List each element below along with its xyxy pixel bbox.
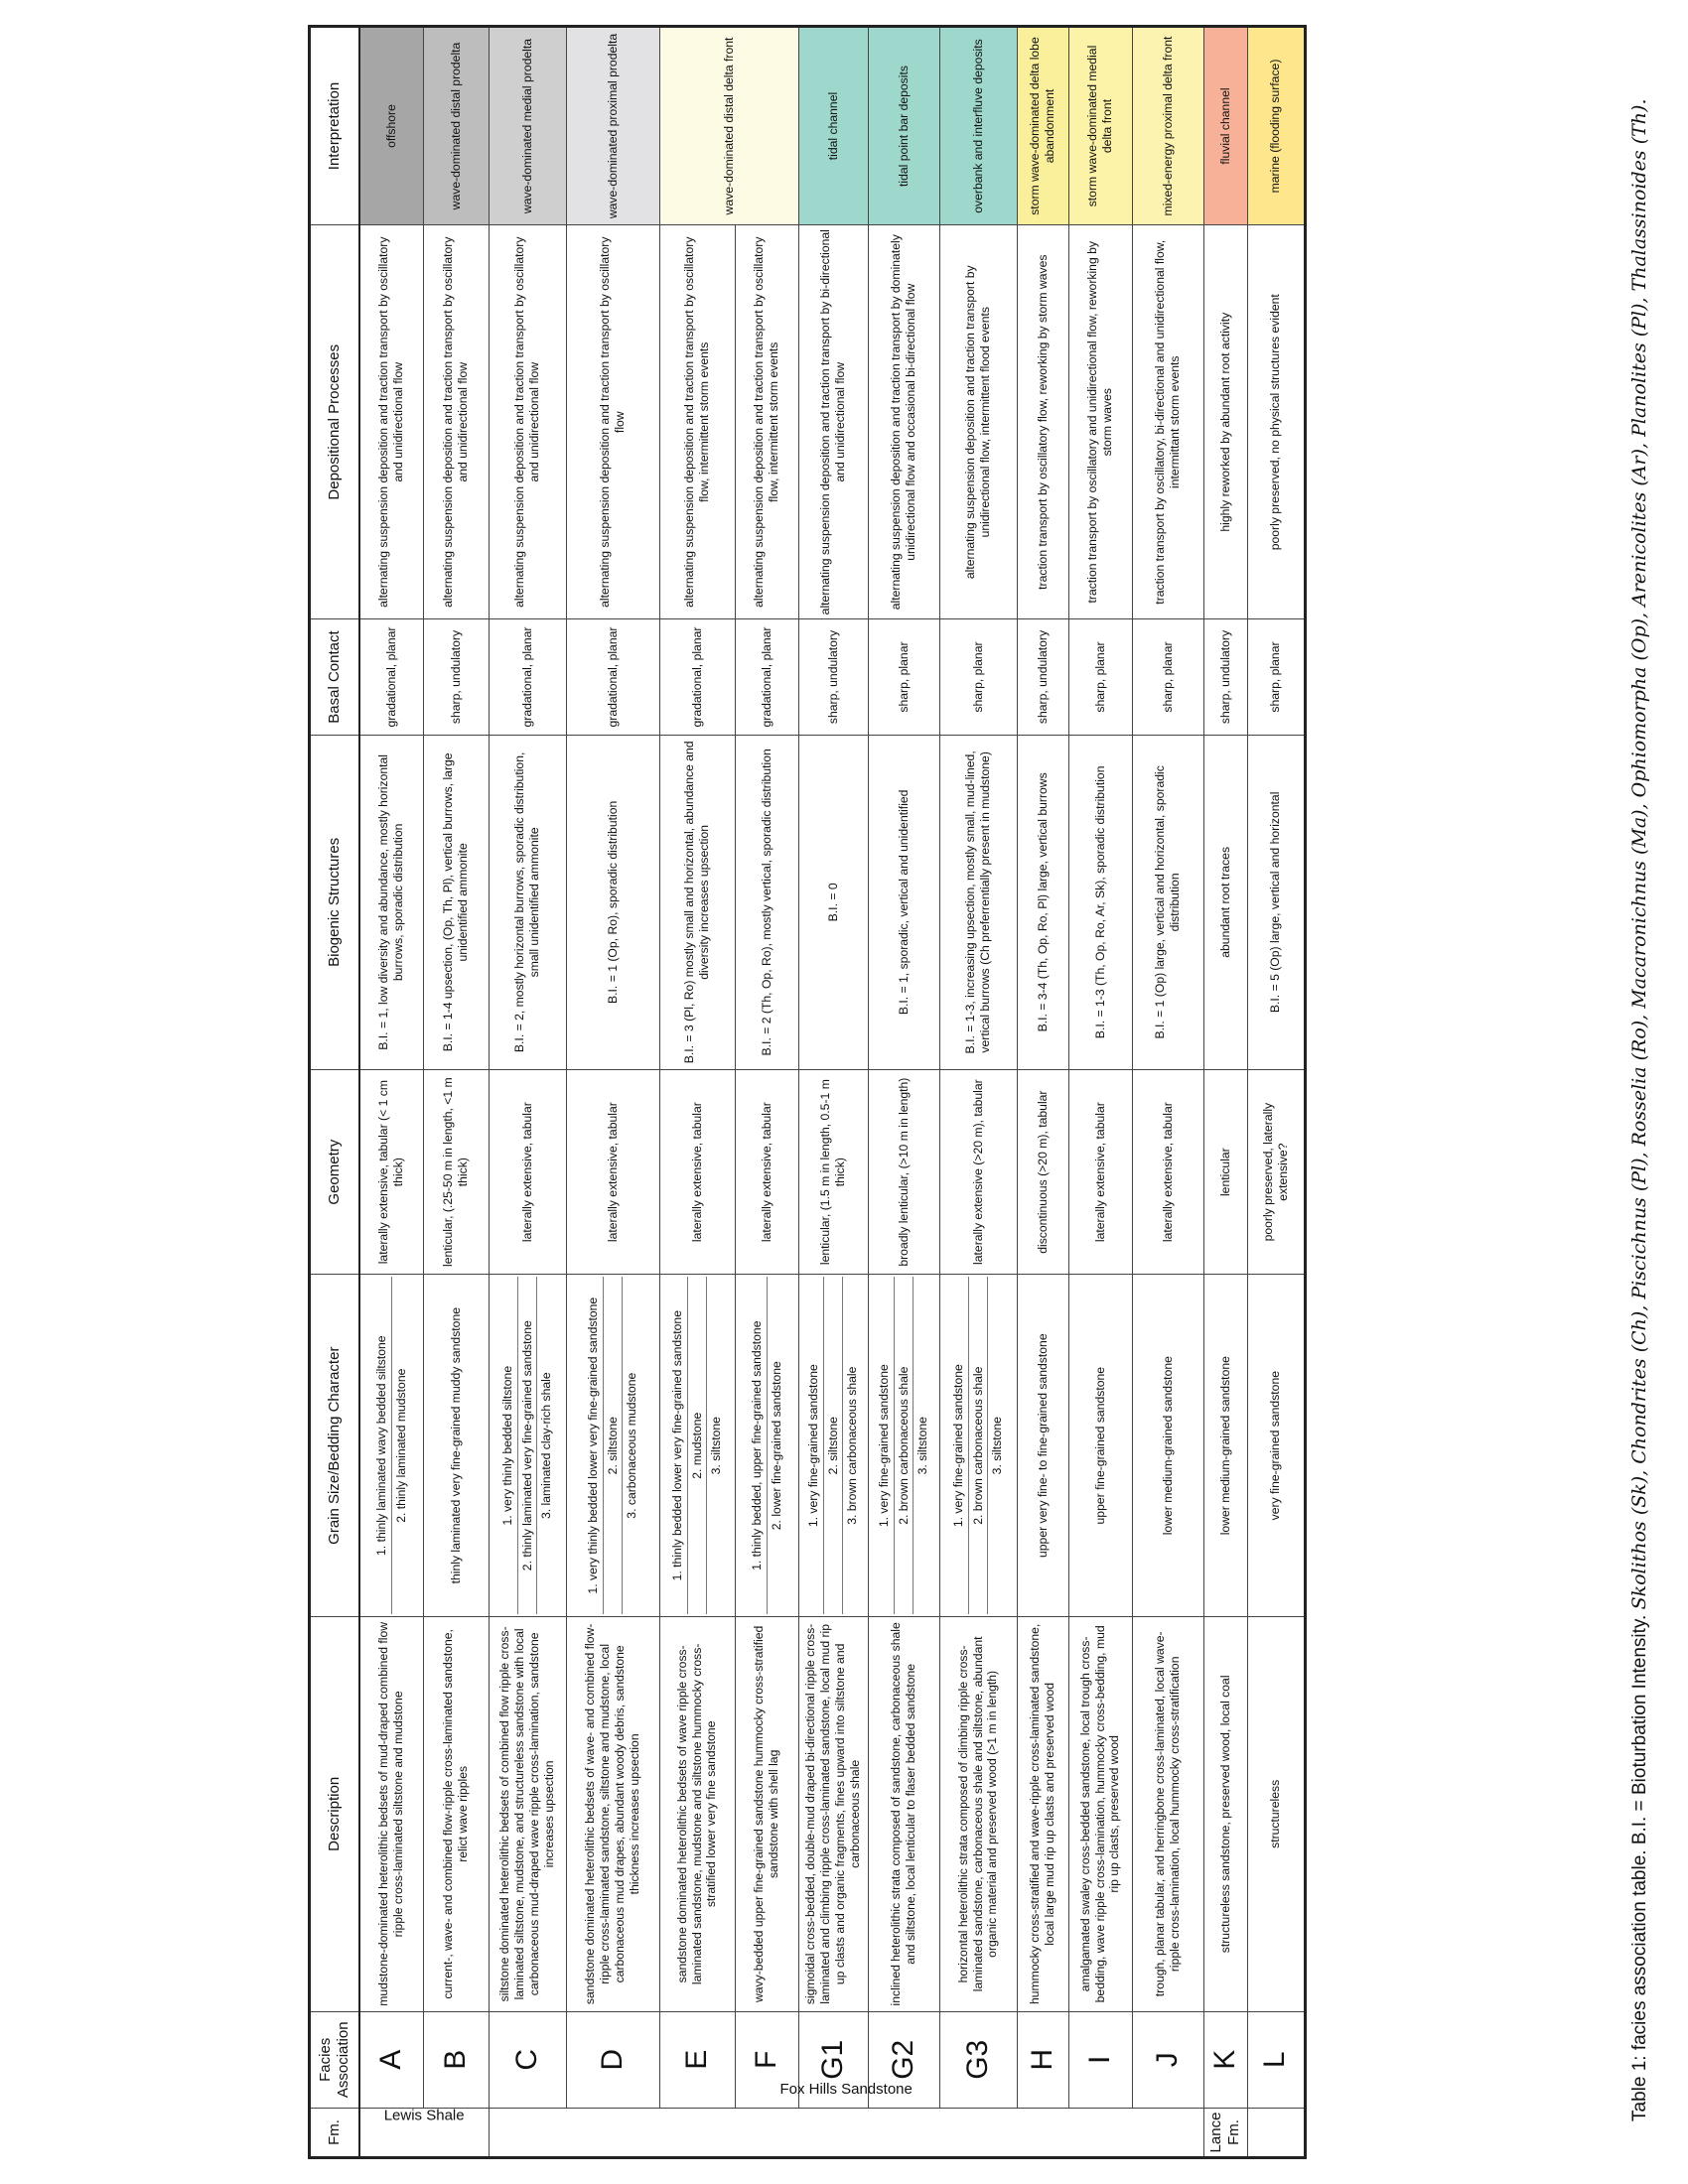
table-row	[1247, 27, 1305, 2158]
table-row	[1017, 27, 1068, 2158]
biogenic-cell: B.I. = 5 (Op) large, vertical and horizontal	[1247, 735, 1305, 1069]
facies-description: mudstone-dominated heterolithic bedsets of mud-draped combined flow ripple cross-laminated siltstone and mudstone	[359, 1617, 423, 2011]
geometry-cell: lenticular, (.25-50 m in length, <1 m thick)	[423, 1070, 489, 1275]
grain-size-cell	[489, 1275, 566, 1617]
geometry-cell: broadly lenticular, (>10 m in length)	[868, 1070, 939, 1275]
grain-size-item: 1. thinly laminated wavy bedded siltstone	[372, 1277, 392, 1614]
facies-id: D	[566, 2011, 659, 2108]
interpretation-cell: wave-dominated medial prodelta	[489, 27, 566, 225]
facies-description: sigmoidal cross-bedded, double-mud draped bi-directional ripple cross-laminated and climbing ripple cross-laminated sandstone, local mud rip up clasts and organic fragments, fines upward into siltstone and carbonaceous shale	[798, 1617, 868, 2011]
caption-lead: Table 1: facies association table. B.I. = Bioturbation Intensity.	[1629, 1614, 1650, 2121]
geometry-cell: laterally extensive, tabular (< 1 cm thick)	[359, 1070, 423, 1275]
biogenic-cell: abundant root traces	[1203, 735, 1247, 1069]
geometry-cell: laterally extensive, tabular	[489, 1070, 566, 1275]
table-row	[798, 27, 868, 2158]
grain-size-item: thinly laminated very fine-grained muddy sandstone	[448, 1306, 463, 1584]
interpretation-cell: offshore	[359, 27, 423, 225]
biogenic-cell: B.I. = 2, mostly horizontal burrows, sporadic distribution, small unidentified ammonite	[489, 735, 566, 1069]
geometry-cell: discontinuous (>20 m), tabular	[1017, 1070, 1068, 1275]
processes-cell: traction transport by oscillatory flow, reworking by storm waves	[1017, 225, 1068, 619]
table-row	[423, 27, 489, 2158]
geometry-cell: laterally extensive (>20 m), tabular	[939, 1070, 1017, 1275]
interpretation-cell: wave-dominated proximal prodelta	[566, 27, 659, 225]
basal-contact-cell: gradational, planar	[659, 619, 735, 735]
interpretation-cell: mixed-energy proximal delta front	[1132, 27, 1203, 225]
grain-size-item: 3. carbonaceous mudstone	[625, 1372, 639, 1519]
facies-id: I	[1068, 2011, 1132, 2108]
grain-size-item: 3. brown carbonaceous shale	[845, 1366, 860, 1525]
grain-size-cell	[868, 1275, 939, 1617]
header-fm: Fm.	[310, 2109, 360, 2158]
facies-description: structureless sandstone, preserved wood, local coal	[1203, 1617, 1247, 2011]
biogenic-cell: B.I. = 2 (Th, Op, Ro), mostly vertical, sporadic distribution	[735, 735, 798, 1069]
facies-id: B	[423, 2011, 489, 2108]
geometry-cell: lenticular	[1203, 1070, 1247, 1275]
grain-size-item: 3. siltstone	[990, 1417, 1005, 1475]
facies-id: J	[1132, 2011, 1203, 2108]
geometry-cell: laterally extensive, tabular	[1132, 1070, 1203, 1275]
caption-ichnotaxa: Skolithos (Sk), Chondrites (Ch), Piscichnus (Pl), Rosselia (Ro), Macaronichnus (Ma), Ophiomorpha (Op), Arenicolites (Ar), Planolites (Pl), Thalassinoides (Th).	[1628, 98, 1650, 1610]
interpretation-cell: wave-dominated distal prodelta	[423, 27, 489, 225]
geometry-cell: laterally extensive, tabular	[566, 1070, 659, 1275]
grain-size-item: 2. brown carbonaceous shale	[895, 1277, 914, 1614]
basal-contact-cell: sharp, planar	[939, 619, 1017, 735]
basal-contact-cell: sharp, undulatory	[1203, 619, 1247, 735]
header-row	[310, 27, 360, 2158]
facies-id: A	[359, 2011, 423, 2108]
processes-cell: traction transport by oscillatory and unidirectional flow, reworking by storm waves	[1068, 225, 1132, 619]
facies-description: sandstone dominated heterolithic bedsets of wave ripple cross-laminated sandstone, mudstone and siltstone hummocky cross-stratified lower very fine sandstone	[659, 1617, 735, 2011]
facies-description: amalgamated swaley cross-bedded sandstone, local trough cross-bedding, wave ripple cross-lamination, hummocky cross-bedding, mud rip up clasts, preserved wood	[1068, 1617, 1132, 2011]
grain-size-item: 2. siltstone	[604, 1277, 624, 1614]
processes-cell: traction transport by oscillatory, bi-directional and unidirectional flow, intermittant storm events	[1132, 225, 1203, 619]
grain-size-cell	[1017, 1275, 1068, 1617]
header-biogenic: Biogenic Structures	[310, 735, 360, 1069]
grain-size-item: 1. thinly bedded, upper fine-grained sandstone	[748, 1277, 768, 1614]
processes-cell: alternating suspension deposition and traction transport by oscillatory flow, intermittent storm events	[735, 225, 798, 619]
grain-size-cell	[423, 1275, 489, 1617]
table-caption	[1628, 37, 1651, 2121]
table-row	[1132, 27, 1203, 2158]
header-basal-contact: Basal Contact	[310, 619, 360, 735]
facies-description: trough, planar tabular, and herringbone cross-laminated, local wave-ripple cross-lamination, local hummocky cross-stratification	[1132, 1617, 1203, 2011]
grain-size-cell	[1132, 1275, 1203, 1617]
biogenic-cell: B.I. = 1, sporadic, vertical and unidentified	[868, 735, 939, 1069]
table-row	[659, 27, 735, 2158]
processes-cell: alternating suspension deposition and traction transport by oscillatory and unidirectional flow	[359, 225, 423, 619]
biogenic-cell: B.I. = 1, low diversity and abundance, mostly horizontal burrows, sporadic distribution	[359, 735, 423, 1069]
interpretation-cell: fluvial channel	[1203, 27, 1247, 225]
basal-contact-cell: gradational, planar	[735, 619, 798, 735]
facies-description: current-, wave- and combined flow-ripple cross-laminated sandstone, relict wave ripples	[423, 1617, 489, 2011]
facies-id: G2	[868, 2011, 939, 2108]
grain-size-item: very fine-grained sandstone	[1268, 1370, 1283, 1521]
interpretation-cell: storm wave-dominated medial delta front	[1068, 27, 1132, 225]
facies-id: K	[1203, 2011, 1247, 2108]
basal-contact-cell: sharp, planar	[1068, 619, 1132, 735]
rotated-page	[300, 25, 1680, 2159]
biogenic-cell: B.I. = 3-4 (Th, Op, Ro, Pl) large, vertical burrows	[1017, 735, 1068, 1069]
biogenic-cell: B.I. = 1-4 upsection, (Op, Th, Pl), vertical burrows, large unidentified ammonite	[423, 735, 489, 1069]
basal-contact-cell: sharp, undulatory	[423, 619, 489, 735]
table-row	[489, 27, 566, 2158]
interpretation-cell: overbank and interfluve deposits	[939, 27, 1017, 225]
grain-size-cell	[1247, 1275, 1305, 1617]
processes-cell: alternating suspension deposition and traction transport by oscillatory flow	[566, 225, 659, 619]
facies-id: C	[489, 2011, 566, 2108]
facies-description: hummocky cross-stratified and wave-ripple cross-laminated sandstone, local large mud rip up clasts and preserved wood	[1017, 1617, 1068, 2011]
grain-size-item: 3. laminated clay-rich shale	[539, 1372, 554, 1520]
grain-size-item: 1. very fine-grained sandstone	[949, 1277, 969, 1614]
grain-size-cell	[939, 1275, 1017, 1617]
geometry-cell: laterally extensive, tabular	[659, 1070, 735, 1275]
grain-size-item: upper very fine- to fine-grained sandstone	[1035, 1333, 1050, 1558]
grain-size-item: 2. mudstone	[688, 1277, 708, 1614]
grain-size-item: 1. very fine-grained sandstone	[875, 1277, 895, 1614]
table-row	[1203, 27, 1247, 2158]
biogenic-cell: B.I. = 1 (Op, Ro), sporadic distribution	[566, 735, 659, 1069]
interpretation-cell: tidal point bar deposits	[868, 27, 939, 225]
grain-size-cell	[566, 1275, 659, 1617]
table-row	[735, 27, 798, 2158]
facies-description: sandstone dominated heterolithic bedsets of wave- and combined flow-ripple cross-laminated sandstone, siltstone and mudstone, local carbonaceous mud drapes, abundant woody debris, sandstone thickness increases upsection	[566, 1617, 659, 2011]
facies-description: siltstone dominated heterolithic bedsets of combined flow ripple cross-laminated siltstone, mudstone, and structureless sandstone with local carbonaceous mud-draped wave ripple cross-lamination, sandstone increases upsection	[489, 1617, 566, 2011]
processes-cell: alternating suspension deposition and traction transport by oscillatory and unidirectional flow	[423, 225, 489, 619]
facies-id: L	[1247, 2011, 1305, 2108]
basal-contact-cell: sharp, planar	[868, 619, 939, 735]
interpretation-cell: storm wave-dominated delta lobe abandonment	[1017, 27, 1068, 225]
formation-lance: Lance Fm.	[1203, 2109, 1247, 2158]
header-description: Description	[310, 1617, 360, 2011]
header-interpretation: Interpretation	[310, 27, 360, 225]
formation-label: Fox Hills Sandstone	[779, 2081, 913, 2099]
grain-size-cell	[798, 1275, 868, 1617]
facies-association-table	[308, 25, 1307, 2159]
biogenic-cell: B.I. = 1-3, increasing upsection, mostly small, mud-lined, vertical burrows (Ch preferrentially present in mudstone)	[939, 735, 1017, 1069]
facies-id: G1	[798, 2011, 868, 2108]
grain-size-item: 2. thinly laminated very fine-grained sandstone	[518, 1277, 538, 1614]
grain-size-cell	[359, 1275, 423, 1617]
header-grain-size: Grain Size/Bedding Character	[310, 1275, 360, 1617]
grain-size-cell	[1068, 1275, 1132, 1617]
geometry-cell: poorly preserved, laterally extensive?	[1247, 1070, 1305, 1275]
processes-cell: alternating suspension deposition and traction transport by oscillatory flow, intermittent storm events	[659, 225, 735, 619]
table-row	[939, 27, 1017, 2158]
grain-size-item: 2. lower fine-grained sandstone	[769, 1361, 783, 1531]
header-geometry: Geometry	[310, 1070, 360, 1275]
facies-description: horizontal heterolithic strata composed of climbing ripple cross-laminated sandstone, carbonaceous shale and siltstone, abundant organic material and preserved wood (>1 m in length)	[939, 1617, 1017, 2011]
facies-id: G3	[939, 2011, 1017, 2108]
grain-size-item: 2. brown carbonaceous shale	[969, 1277, 989, 1614]
biogenic-cell: B.I. = 1-3 (Th, Op, Ro, Ar, Sk), sporadic distribution	[1068, 735, 1132, 1069]
processes-cell: poorly preserved, no physical structures evident	[1247, 225, 1305, 619]
biogenic-cell: B.I. = 1 (Op) large, vertical and horizontal, sporadic distribution	[1132, 735, 1203, 1069]
processes-cell: highly reworked by abundant root activity	[1203, 225, 1247, 619]
grain-size-item: 1. very thinly bedded siltstone	[498, 1277, 518, 1614]
table-row	[566, 27, 659, 2158]
formation-fox-hills-sandstone	[489, 2081, 1203, 2158]
formation-lewis-shale	[359, 2109, 489, 2158]
basal-contact-cell: sharp, undulatory	[798, 619, 868, 735]
table-body	[359, 27, 1305, 2158]
basal-contact-cell: sharp, planar	[1247, 619, 1305, 735]
table-row	[1068, 27, 1132, 2158]
grain-size-item: upper fine-grained sandstone	[1092, 1366, 1107, 1525]
facies-id: H	[1017, 2011, 1068, 2108]
grain-size-item: lower medium-grained sandstone	[1217, 1356, 1232, 1536]
facies-description: inclined heterolithic strata composed of sandstone, carbonaceous shale and siltstone, local lenticular to flaser bedded sandstone	[868, 1617, 939, 2011]
geometry-cell: laterally extensive, tabular	[1068, 1070, 1132, 1275]
basal-contact-cell: gradational, planar	[566, 619, 659, 735]
grain-size-item: lower medium-grained sandstone	[1160, 1356, 1175, 1536]
header-processes: Depositional Processes	[310, 225, 360, 619]
grain-size-item: 1. thinly bedded lower very fine-grained sandstone	[668, 1277, 688, 1614]
grain-size-item: 2. thinly laminated mudstone	[393, 1368, 408, 1523]
table-row	[868, 27, 939, 2158]
processes-cell: alternating suspension deposition and traction transport by dominately unidirectional flow and occasional bi-directional flow	[868, 225, 939, 619]
grain-size-item: 2. siltstone	[824, 1277, 844, 1614]
grain-size-cell	[1203, 1275, 1247, 1617]
basal-contact-cell: sharp, planar	[1132, 619, 1203, 735]
grain-size-item: 1. very fine-grained sandstone	[804, 1277, 824, 1614]
basal-contact-cell: gradational, planar	[489, 619, 566, 735]
biogenic-cell: B.I. = 3 (Pl, Ro) mostly small and horizontal, abundance and diversity increases upsection	[659, 735, 735, 1069]
processes-cell: alternating suspension deposition and traction transport by oscillatory and unidirectional flow	[489, 225, 566, 619]
grain-size-cell	[735, 1275, 798, 1617]
grain-size-item: 3. siltstone	[709, 1417, 724, 1475]
basal-contact-cell: sharp, undulatory	[1017, 619, 1068, 735]
formation-empty	[1247, 2109, 1305, 2158]
processes-cell: alternating suspension deposition and traction transport by bi-directional and unidirectional flow	[798, 225, 868, 619]
formation-label: Lewis Shale	[383, 2107, 465, 2124]
biogenic-cell: B.I. = 0	[798, 735, 868, 1069]
facies-id: E	[659, 2011, 735, 2108]
facies-id: F	[735, 2011, 798, 2108]
grain-size-item: 3. siltstone	[915, 1417, 930, 1475]
table-row	[359, 27, 423, 2158]
facies-description: structureless	[1247, 1617, 1305, 2011]
geometry-cell: lenticular, (1.5 m in length, 0.5-1 m thick)	[798, 1070, 868, 1275]
processes-cell: alternating suspension deposition and traction transport by unidirectional flow, intermittent flood events	[939, 225, 1017, 619]
interpretation-cell: tidal channel	[798, 27, 868, 225]
grain-size-cell	[659, 1275, 735, 1617]
interpretation-cell: marine (flooding surface)	[1247, 27, 1305, 225]
grain-size-item: 1. very thinly bedded lower very fine-grained sandstone	[584, 1277, 604, 1614]
header-facies-association: Facies Association	[310, 2011, 360, 2108]
basal-contact-cell: gradational, planar	[359, 619, 423, 735]
facies-description: wavy-bedded upper fine-grained sandstone hummocky cross-stratified sandstone with shell lag	[735, 1617, 798, 2011]
interpretation-cell: wave-dominated distal delta front	[659, 27, 798, 225]
geometry-cell: laterally extensive, tabular	[735, 1070, 798, 1275]
